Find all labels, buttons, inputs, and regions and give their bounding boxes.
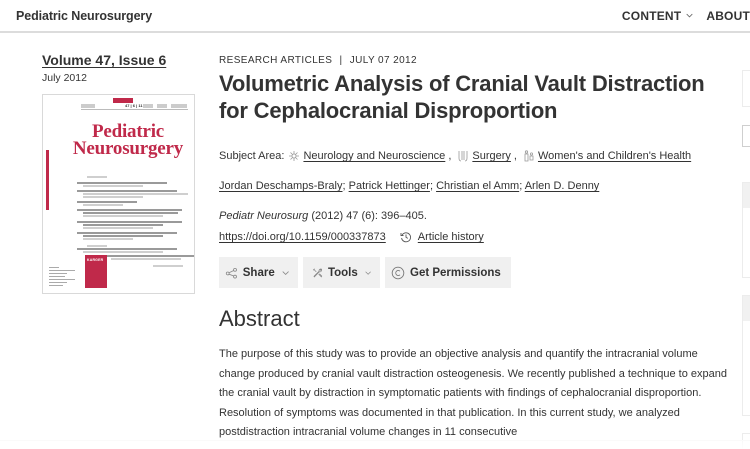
journal-abbrev: Pediatr Neurosurg — [219, 210, 309, 222]
cover-toc-line — [83, 196, 143, 198]
publisher-logo — [85, 255, 107, 288]
top-navigation-bar — [0, 0, 750, 33]
cover-toc-line — [77, 221, 182, 223]
author-link[interactable]: Arlen D. Denny — [524, 180, 600, 192]
cover-toc-line — [111, 258, 181, 260]
subject-link-womens-childrens-health[interactable]: Women's and Children's Health — [537, 150, 692, 162]
cover-toc-line — [153, 265, 183, 267]
share-label: Share — [242, 266, 275, 279]
cover-side-bar — [46, 150, 49, 210]
tools-button[interactable] — [303, 257, 380, 288]
share-button[interactable] — [219, 257, 298, 288]
issue-info — [42, 52, 166, 84]
cover-header-text — [157, 104, 167, 108]
article-history-link[interactable]: Article history — [417, 231, 484, 243]
history-icon — [400, 231, 412, 243]
cover-toc-line — [83, 193, 188, 195]
author-list — [219, 180, 599, 192]
citation — [219, 210, 427, 222]
nav-about-label: ABOUT — [706, 9, 750, 23]
womens-childrens-health-icon — [523, 150, 535, 162]
author-link[interactable]: Christian el Amm — [436, 180, 520, 192]
main-nav — [622, 9, 750, 23]
cover-toc-line — [83, 238, 133, 240]
cover-title-line: Pediatric — [91, 121, 165, 142]
right-rail-box — [742, 70, 750, 107]
get-permissions-label: Get Permissions — [410, 266, 501, 279]
author-separator: ; — [519, 180, 525, 192]
issue-date: July 2012 — [42, 72, 87, 84]
kicker-separator: | — [339, 55, 343, 66]
cover-issue-numbers: 47 | 6 | 11 — [125, 103, 143, 108]
article-date: JULY 07 2012 — [349, 55, 417, 66]
cover-address-line — [49, 282, 67, 283]
article-kicker — [219, 55, 417, 66]
issue-cover-image[interactable] — [42, 94, 195, 294]
cover-address-line — [49, 285, 63, 286]
cover-toc-line — [77, 209, 182, 211]
article-toolbar — [219, 257, 511, 288]
tools-icon — [312, 266, 323, 280]
subject-area — [219, 150, 691, 162]
right-rail-panel-header — [742, 295, 750, 322]
issue-title-link[interactable]: Volume 47, Issue 6 — [42, 52, 167, 68]
journal-brand-link[interactable]: Pediatric Neurosurgery — [16, 9, 153, 23]
citation-details: (2012) 47 (6): 396–405. — [308, 210, 427, 222]
nav-content-dropdown[interactable] — [622, 9, 693, 23]
cover-toc-line — [87, 245, 107, 247]
abstract-body: The purpose of this study was to provide an objective analysis and quantify the intracranial volume change produced by cranial vault distraction osteogenesis. We recently published a technique to expand the cranial vault by distraction in symptomatic patients with findings of cephalocranial disproportion. Resolution of symptoms was documented in that publication. In this current study, we analyzed postdistraction intracranial volume changes in 11 consecutive — [219, 348, 727, 438]
right-rail-panel-body — [742, 321, 750, 416]
cover-toc-line — [77, 201, 137, 203]
subject-separator: , — [513, 150, 517, 162]
cover-address-line — [49, 276, 65, 277]
publisher-name: KARGER — [87, 258, 104, 262]
author-separator: ; — [429, 180, 437, 192]
cover-toc-line — [107, 255, 195, 257]
doi-row — [219, 231, 484, 243]
subject-separator: , — [448, 150, 452, 162]
cover-header-text — [143, 104, 153, 108]
cover-toc-line — [83, 212, 178, 214]
share-icon — [225, 266, 238, 280]
cover-address-line — [49, 270, 75, 271]
right-rail-panel-body — [742, 208, 750, 278]
tools-label: Tools — [327, 266, 358, 279]
chevron-down-icon — [365, 269, 371, 277]
cover-toc-line — [83, 227, 153, 229]
cover-address-line — [49, 279, 75, 280]
subject-link-neurology[interactable]: Neurology and Neuroscience — [303, 150, 446, 162]
chevron-down-icon — [686, 12, 693, 19]
cover-toc-line — [83, 204, 123, 206]
surgery-icon — [457, 150, 469, 162]
chevron-down-icon — [282, 269, 289, 277]
article-title: Volumetric Analysis of Cranial Vault Distraction for Cephalocranial Disproportion — [219, 71, 705, 123]
cover-journal-title — [63, 123, 193, 157]
author-link[interactable]: Patrick Hettinger — [348, 180, 430, 192]
subject-link-surgery[interactable]: Surgery — [472, 150, 511, 162]
nav-content-label: CONTENT — [621, 9, 682, 23]
cover-title-line: Neurosurgery — [72, 138, 184, 159]
cover-toc-line — [77, 248, 177, 250]
abstract-heading: Abstract — [219, 306, 300, 331]
cover-toc-line — [83, 235, 163, 237]
get-permissions-button[interactable] — [385, 257, 511, 288]
article-category: RESEARCH ARTICLES — [219, 55, 333, 66]
subject-area-label: Subject Area: — [219, 150, 285, 162]
doi-link[interactable]: https://doi.org/10.1159/000337873 — [219, 231, 386, 243]
right-rail-input[interactable] — [742, 125, 750, 147]
cover-header-text — [81, 104, 95, 108]
cover-toc-line — [77, 182, 167, 184]
author-link[interactable]: Jordan Deschamps-Braly — [219, 180, 343, 192]
copyright-icon — [391, 266, 405, 280]
cover-address-line — [49, 267, 59, 268]
article-history-button[interactable] — [400, 231, 484, 243]
cover-toc-line — [83, 251, 163, 253]
neurology-icon — [288, 150, 300, 162]
cover-header-text — [171, 104, 187, 108]
author-separator: ; — [342, 180, 349, 192]
cover-address-line — [49, 273, 67, 274]
nav-about[interactable] — [706, 9, 750, 23]
cover-toc-line — [83, 185, 143, 187]
cover-toc-line — [83, 215, 163, 217]
cover-toc-line — [87, 176, 107, 178]
bottom-fade-overlay — [0, 440, 750, 449]
cover-toc-line — [77, 232, 177, 234]
cover-toc-line — [77, 190, 177, 192]
cover-toc-line — [83, 224, 163, 226]
right-rail-panel-header — [742, 182, 750, 209]
